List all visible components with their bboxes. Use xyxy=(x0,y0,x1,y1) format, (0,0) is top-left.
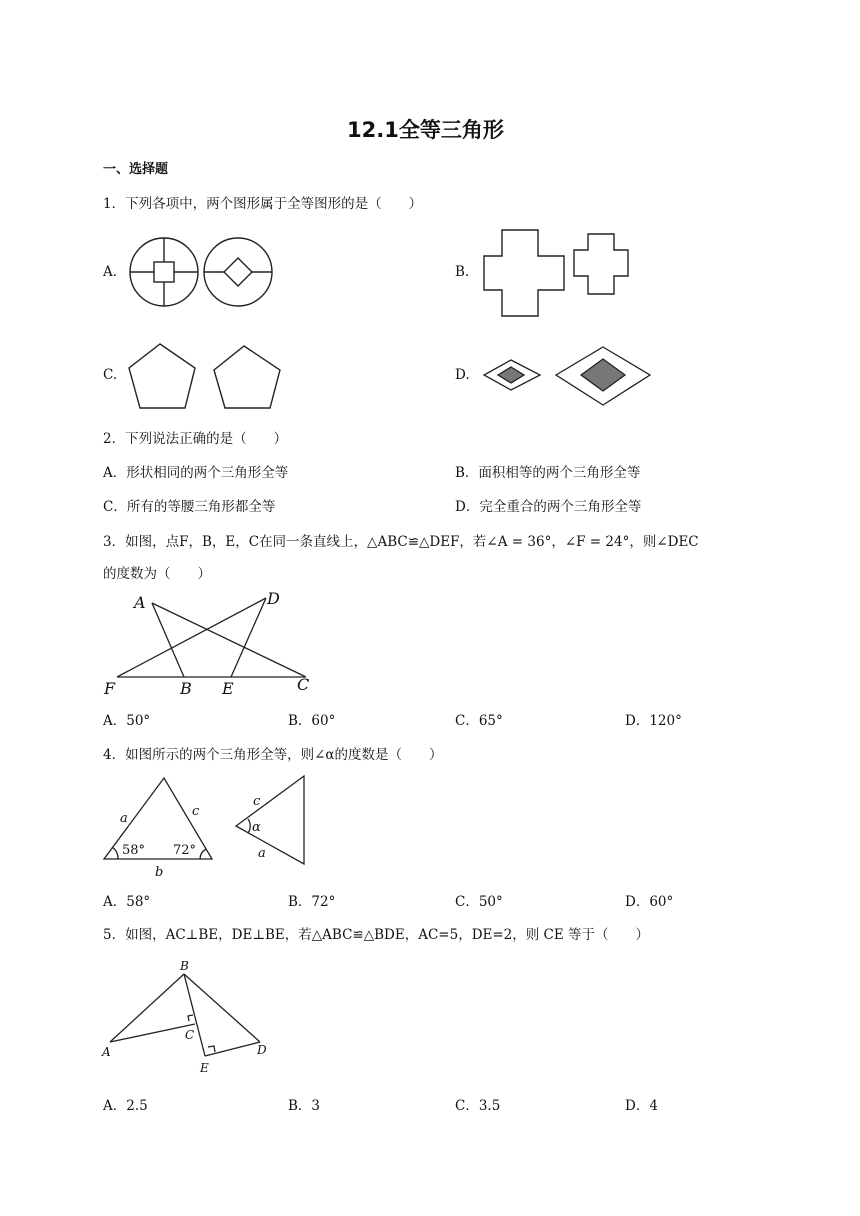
q3-label-D: D xyxy=(267,589,280,608)
q1-stem: 1．下列各项中，两个图形属于全等图形的是（ ） xyxy=(103,196,423,212)
q4-label-58: 58° xyxy=(122,843,146,858)
q5-label-A: A xyxy=(102,1045,111,1059)
q1-option-d-label: D. xyxy=(455,367,470,383)
q5-triangle-figure xyxy=(100,955,280,1077)
q3-stem-line1: 3．如图，点F，B，E，C在同一条直线上，△ABC≌△DEF，若∠A = 36°，∠F = 24°，则∠DEC xyxy=(103,534,699,550)
q3-label-E: E xyxy=(222,679,234,698)
q4-triangle-figure xyxy=(100,768,315,882)
q3-stem-line2: 的度数为（ ） xyxy=(103,566,211,582)
q3-label-F: F xyxy=(104,679,116,698)
q4-label-a2: a xyxy=(258,846,266,861)
q2-stem: 2．下列说法正确的是（ ） xyxy=(103,431,288,447)
q4-label-alpha: α xyxy=(252,820,261,835)
q5-label-E: E xyxy=(200,1061,209,1075)
q5-label-C: C xyxy=(185,1028,195,1042)
q1-figure-c-pentagons xyxy=(125,340,285,412)
q2-option-d: D．完全重合的两个三角形全等 xyxy=(455,499,642,515)
q2-option-b: B．面积相等的两个三角形全等 xyxy=(455,465,641,481)
q4-option-a: A．58° xyxy=(103,894,151,910)
q4-label-72: 72° xyxy=(173,843,197,858)
page-title: 12.1全等三角形 xyxy=(347,118,504,142)
q3-option-c: C．65° xyxy=(455,713,503,729)
q5-label-B: B xyxy=(180,959,189,973)
q3-label-A: A xyxy=(134,593,146,612)
q5-option-d: D．4 xyxy=(625,1098,658,1114)
q3-label-B: B xyxy=(180,679,192,698)
q5-stem: 5．如图，AC⊥BE，DE⊥BE，若△ABC≌△BDE，AC=5，DE=2，则 CE 等于（ ） xyxy=(103,927,650,943)
q5-option-c: C．3.5 xyxy=(455,1098,501,1114)
q4-label-c: c xyxy=(192,804,200,819)
q3-triangle-figure xyxy=(100,586,320,698)
q3-label-C: C xyxy=(297,675,310,694)
q1-figure-b-crosses xyxy=(480,228,632,320)
q4-stem: 4．如图所示的两个三角形全等，则∠α的度数是（ ） xyxy=(103,747,443,763)
q1-figure-d-diamonds xyxy=(482,344,654,408)
q1-option-a-label: A. xyxy=(103,264,118,280)
q4-label-a: a xyxy=(120,811,128,826)
q5-option-b: B．3 xyxy=(288,1098,321,1114)
q2-option-c: C．所有的等腰三角形都全等 xyxy=(103,499,276,515)
q4-label-b: b xyxy=(155,865,164,880)
q4-option-c: C．50° xyxy=(455,894,503,910)
q1-option-b-label: B. xyxy=(455,264,470,280)
q3-option-b: B．60° xyxy=(288,713,336,729)
q5-option-a: A．2.5 xyxy=(103,1098,148,1114)
q1-option-c-label: C. xyxy=(103,367,118,383)
q4-label-c2: c xyxy=(253,794,261,809)
q4-option-b: B．72° xyxy=(288,894,336,910)
q1-figure-a-coins xyxy=(125,236,277,312)
q3-option-d: D．120° xyxy=(625,713,682,729)
section-heading: 一、选择题 xyxy=(103,162,169,177)
q4-option-d: D．60° xyxy=(625,894,674,910)
q5-label-D: D xyxy=(257,1043,267,1057)
q2-option-a: A．形状相同的两个三角形全等 xyxy=(103,465,289,481)
q3-option-a: A．50° xyxy=(103,713,151,729)
